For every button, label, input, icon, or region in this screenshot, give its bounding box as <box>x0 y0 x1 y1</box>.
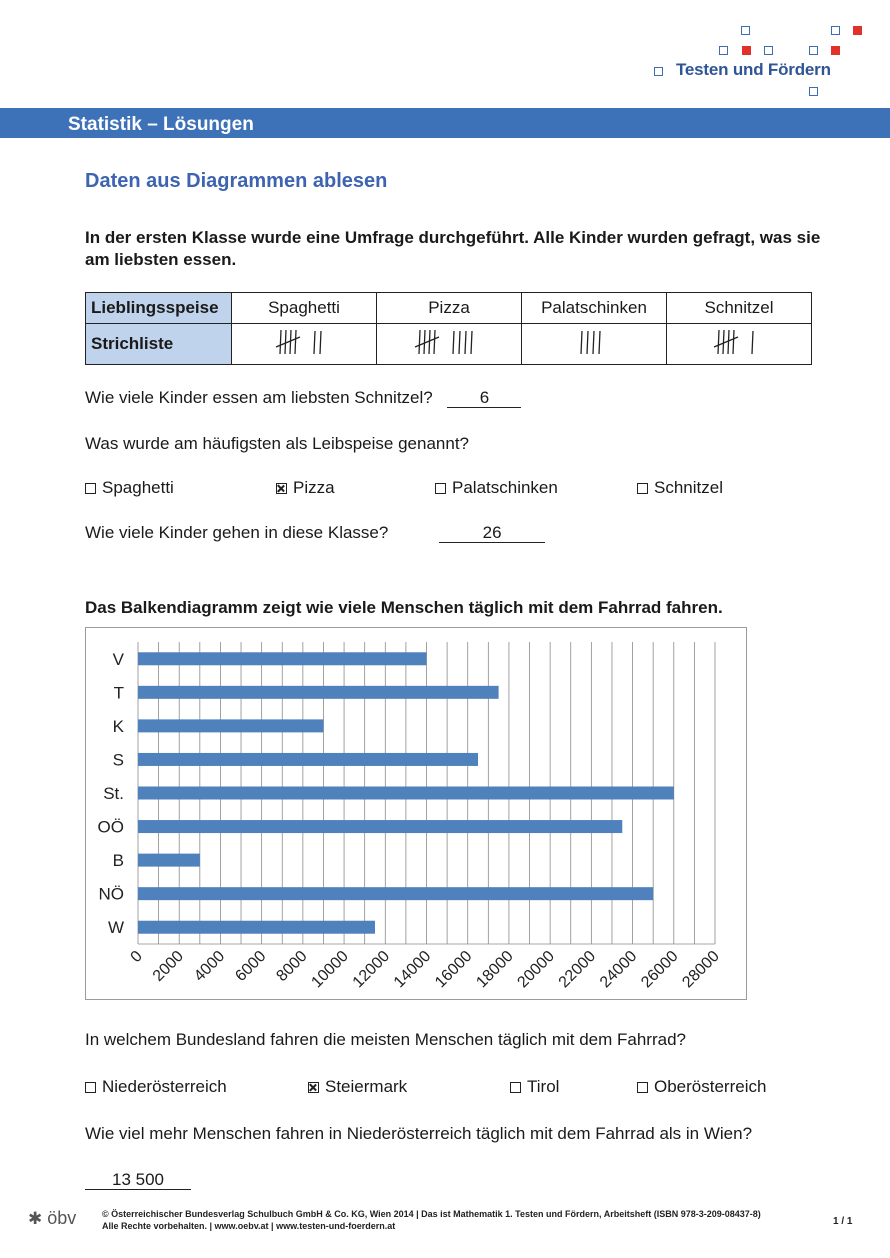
question-text: Wie viele Kinder gehen in diese Klasse? <box>85 523 389 542</box>
food-cell: Schnitzel <box>667 293 812 324</box>
option-label: Palatschinken <box>452 478 558 497</box>
copyright-line-1: © Österreichischer Bundesverlag Schulbuch GmbH & Co. KG, Wien 2014 | Das ist Mathematik 1. Testen und Fördern, Arbeitsheft (ISBN 978-3-209-08437-8) <box>102 1209 761 1219</box>
tally-marks <box>389 325 509 359</box>
category-label: B <box>112 851 124 871</box>
option-palatschinken[interactable] <box>435 478 558 498</box>
asterisk-icon: ✱ <box>28 1209 43 1228</box>
option-label: Steiermark <box>325 1077 408 1096</box>
category-label: W <box>107 918 124 938</box>
option-label: Schnitzel <box>654 478 723 497</box>
answer-field[interactable]: 26 <box>439 524 545 543</box>
option-label: Tirol <box>527 1077 560 1096</box>
answer-field[interactable]: 6 <box>447 389 521 408</box>
question-schnitzel <box>85 388 521 408</box>
copyright <box>102 1208 761 1232</box>
category-label: S <box>112 750 124 770</box>
tick-label: 4000 <box>191 947 229 985</box>
tally-cell <box>232 324 377 365</box>
option-pizza[interactable] <box>276 478 335 498</box>
option-oberoesterreich[interactable] <box>637 1077 766 1097</box>
answer-difference <box>85 1170 191 1190</box>
checkbox[interactable] <box>637 483 648 494</box>
question-favorite: Was wurde am häufigsten als Leibspeise genannt? <box>85 434 469 453</box>
checkbox[interactable] <box>435 483 446 494</box>
copyright-line-2: Alle Rechte vorbehalten. | www.oebv.at | www.testen-und-foerdern.at <box>102 1221 396 1231</box>
tally-stroke <box>453 331 454 354</box>
bar <box>138 686 499 699</box>
bar <box>138 887 653 900</box>
tally-stroke <box>733 330 734 354</box>
tally-stroke <box>471 331 472 354</box>
checkbox[interactable] <box>85 483 96 494</box>
tick-label: 28000 <box>679 947 723 992</box>
logo-square <box>831 46 840 55</box>
option-niederoesterreich[interactable] <box>85 1077 227 1097</box>
question-difference: Wie viel mehr Menschen fahren in Niederösterreich täglich mit dem Fahrrad als in Wien? <box>85 1124 753 1143</box>
row-label-food: Lieblingsspeise <box>86 293 232 324</box>
logo-square <box>719 46 728 55</box>
tally-cross-stroke <box>714 337 738 347</box>
checkbox[interactable] <box>637 1082 648 1093</box>
tick-label: 0 <box>127 947 146 967</box>
category-label: St. <box>103 784 124 803</box>
option-schnitzel[interactable] <box>637 478 723 498</box>
tally-stroke <box>723 330 724 354</box>
tally-table <box>85 292 812 365</box>
tally-stroke <box>593 331 594 354</box>
bar <box>138 753 478 766</box>
bar <box>138 820 622 833</box>
category-label: T <box>113 683 124 703</box>
tick-label: 6000 <box>232 947 270 985</box>
tally-stroke <box>587 331 588 354</box>
checkbox-checked[interactable] <box>308 1082 319 1093</box>
checkbox[interactable] <box>85 1082 96 1093</box>
tick-label: 18000 <box>473 947 517 992</box>
option-label: Oberösterreich <box>654 1077 767 1096</box>
tick-label: 8000 <box>273 947 311 985</box>
tally-marks <box>534 325 654 359</box>
bar <box>138 719 323 732</box>
tick-label: 12000 <box>349 947 394 992</box>
bar <box>138 854 200 867</box>
tick-label: 24000 <box>596 947 641 992</box>
tally-cell <box>377 324 522 365</box>
tally-stroke <box>419 330 420 354</box>
tally-stroke <box>434 330 435 354</box>
tally-stroke <box>424 330 425 354</box>
logo-square <box>764 46 773 55</box>
brand-name: Testen und Fördern <box>676 60 831 79</box>
tally-cross-stroke <box>415 337 439 347</box>
tally-cell <box>522 324 667 365</box>
tally-stroke <box>285 330 286 354</box>
page-title: Statistik – Lösungen <box>68 114 254 135</box>
tick-label: 10000 <box>308 947 352 992</box>
tally-stroke <box>429 330 430 354</box>
bar-chart <box>85 627 747 1000</box>
question-text: Wie viele Kinder essen am liebsten Schnitzel? <box>85 388 433 407</box>
tick-label: 14000 <box>390 947 435 992</box>
tally-stroke <box>295 330 296 354</box>
tally-stroke <box>599 331 600 354</box>
tally-stroke <box>320 331 321 354</box>
tally-stroke <box>581 331 582 354</box>
option-label: Spaghetti <box>102 478 174 497</box>
section-title: Daten aus Diagrammen ablesen <box>85 170 388 192</box>
tally-marks <box>679 325 799 359</box>
question-most-cyclists: In welchem Bundesland fahren die meisten Menschen täglich mit dem Fahrrad? <box>85 1030 686 1049</box>
bar <box>138 652 427 665</box>
tick-label: 2000 <box>149 947 188 985</box>
category-label: K <box>112 716 124 736</box>
tally-stroke <box>465 331 466 354</box>
tick-label: 22000 <box>555 947 600 992</box>
publisher-logo-text: öbv <box>47 1208 77 1228</box>
option-steiermark[interactable] <box>308 1077 407 1097</box>
tally-stroke <box>280 330 281 354</box>
option-label: Pizza <box>293 478 335 497</box>
logo-square <box>654 67 663 76</box>
tally-stroke <box>718 330 719 354</box>
food-cell: Spaghetti <box>232 293 377 324</box>
tally-cell <box>667 324 812 365</box>
logo-square <box>809 87 818 96</box>
page-number: 1 / 1 <box>833 1216 853 1227</box>
tally-cross-stroke <box>276 337 300 347</box>
publisher-logo <box>28 1208 76 1229</box>
option-tirol[interactable] <box>510 1077 559 1097</box>
question-class-size <box>85 523 545 543</box>
logo-square <box>742 46 751 55</box>
tick-label: 20000 <box>514 947 558 992</box>
category-label: V <box>112 649 124 669</box>
tally-stroke <box>314 331 315 354</box>
checkbox-checked[interactable] <box>276 483 287 494</box>
row-label-tally: Strichliste <box>86 324 232 365</box>
option-spaghetti[interactable] <box>85 478 174 498</box>
option-label: Niederösterreich <box>102 1077 227 1096</box>
tally-stroke <box>752 331 753 354</box>
answer-field[interactable]: 13 500 <box>85 1171 191 1190</box>
tally-stroke <box>459 331 460 354</box>
task2-intro: Das Balkendiagramm zeigt wie viele Menschen täglich mit dem Fahrrad fahren. <box>85 598 723 617</box>
bar <box>138 921 375 934</box>
tick-label: 16000 <box>432 947 476 992</box>
category-label: OÖ <box>97 817 124 837</box>
checkbox[interactable] <box>510 1082 521 1093</box>
tally-marks <box>244 325 364 359</box>
bar <box>138 787 674 800</box>
tally-stroke <box>728 330 729 354</box>
logo-square <box>853 26 862 35</box>
task1-intro: In der ersten Klasse wurde eine Umfrage durchgeführt. Alle Kinder wurden gefragt, was sie am liebsten essen. <box>85 228 821 269</box>
food-cell: Pizza <box>377 293 522 324</box>
tally-stroke <box>290 330 291 354</box>
logo-square <box>741 26 750 35</box>
food-cell: Palatschinken <box>522 293 667 324</box>
logo-square <box>831 26 840 35</box>
tick-label: 26000 <box>638 947 682 992</box>
category-label: NÖ <box>98 884 124 904</box>
logo-square <box>809 46 818 55</box>
